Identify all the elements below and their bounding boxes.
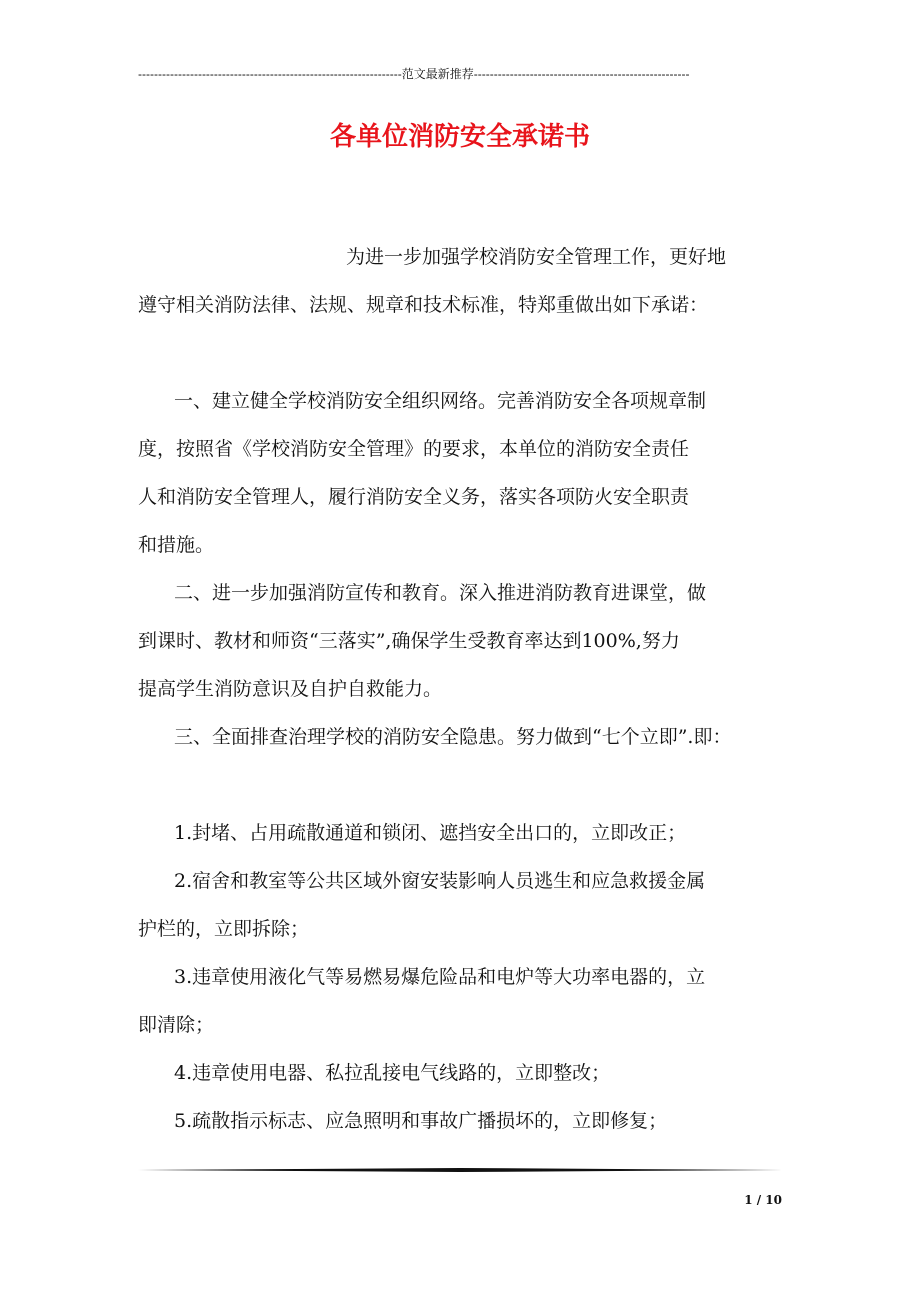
list-item-2 xyxy=(138,857,788,953)
list-item-1 xyxy=(138,809,788,857)
list-item-3-line-2: 即清除； xyxy=(138,1014,215,1036)
footer-rule xyxy=(138,1168,783,1172)
intro-paragraph xyxy=(138,233,788,329)
list-item-4 xyxy=(138,1049,788,1097)
section-1-line-1: 一、建立健全学校消防安全组织网络。完善消防安全各项规章制 xyxy=(174,390,707,412)
document-title: 各单位消防安全承诺书 xyxy=(329,122,590,152)
section-1-line-4: 和措施。 xyxy=(138,534,215,556)
section-2-line-3: 提高学生消防意识及自护自救能力。 xyxy=(138,678,443,700)
section-1-paragraph xyxy=(138,377,788,569)
section-1-line-2: 度，按照省《学校消防安全管理》的要求，本单位的消防安全责任 xyxy=(138,438,690,460)
section-2-line-1: 二、进一步加强消防宣传和教育。深入推进消防教育进课堂，做 xyxy=(174,582,707,604)
section-3-paragraph xyxy=(138,713,788,761)
list-item-1-line-1: 1.封堵、占用疏散通道和锁闭、遮挡安全出口的，立即改正； xyxy=(174,822,687,844)
list-item-5-line-1: 5.疏散指示标志、应急照明和事故广播损坏的，立即修复； xyxy=(174,1110,668,1132)
section-2-line-2: 到课时、教材和师资“三落实”,确保学生受教育率达到100%,努力 xyxy=(138,630,680,652)
header-banner: ------------------------------------------------------------------范文最新推荐------------------------------------------------------ xyxy=(138,67,690,81)
section-2-paragraph xyxy=(138,569,788,713)
list-item-3-line-1: 3.违章使用液化气等易燃易爆危险品和电炉等大功率电器的，立 xyxy=(174,966,706,988)
list-item-2-line-2: 护栏的，立即拆除； xyxy=(138,918,310,940)
list-item-3 xyxy=(138,953,788,1049)
intro-line-1: 为进一步加强学校消防安全管理工作，更好地 xyxy=(346,246,727,268)
intro-line-2: 遵守相关消防法律、法规、规章和技术标准，特郑重做出如下承诺： xyxy=(138,294,709,316)
list-item-5 xyxy=(138,1097,788,1145)
section-1-line-3: 人和消防安全管理人，履行消防安全义务，落实各项防火安全职责 xyxy=(138,486,690,508)
page-number: 1 / 10 xyxy=(744,1193,782,1207)
section-3-line-1: 三、全面排查治理学校的消防安全隐患。努力做到“七个立即”.即： xyxy=(174,726,732,748)
list-item-2-line-1: 2.宿舍和教室等公共区域外窗安装影响人员逃生和应急救援金属 xyxy=(174,870,706,892)
list-item-4-line-1: 4.违章使用电器、私拉乱接电气线路的，立即整改； xyxy=(174,1062,611,1084)
